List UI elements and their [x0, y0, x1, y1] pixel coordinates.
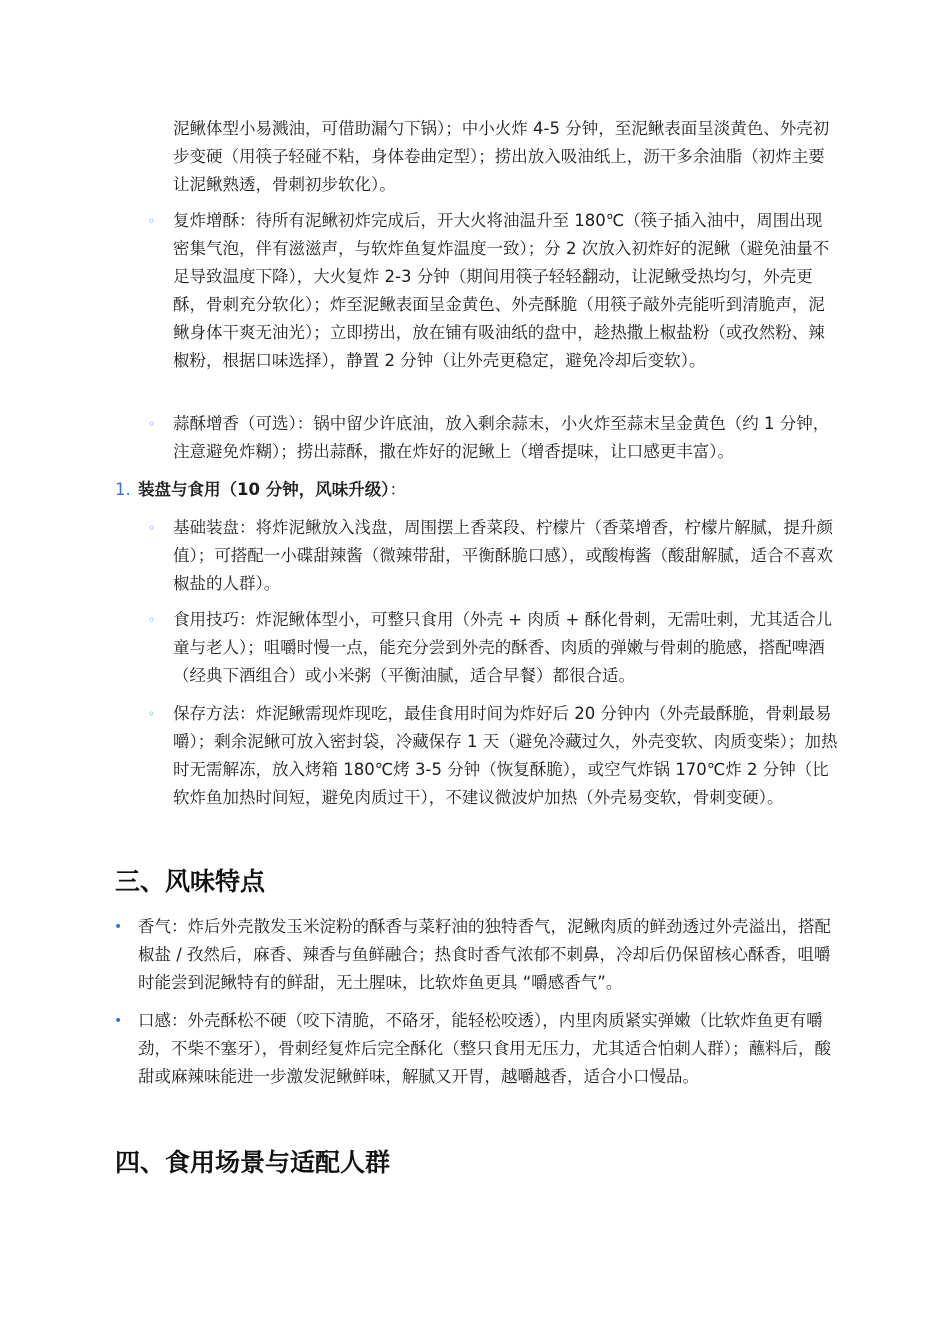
list-item-garlic: 蒜酥增香（可选）：锅中留少许底油，放入剩余蒜末，小火炸至蒜末呈金黄色（约 1 分钟，注意避免炸糊）；捞出蒜酥，撒在炸好的泥鳅上（增香提味，让口感更丰富）。: [173, 414, 830, 461]
step-title: 装盘与食用（10 分钟，风味升级）: [138, 480, 390, 499]
list-item-aroma: 香气：炸后外壳散发玉米淀粉的酥香与菜籽油的独特香气，泥鳅肉质的鲜劲透过外壳溢出，搭配椒盐 / 孜然后，麻香、辣香与鱼鲜融合；热食时香气浓郁不刺鼻，冷却后仍保留核心酥香，咀嚼时能尝到泥鳅特有的鲜甜，无土腥味，比软炸鱼更具 “嚼感香气”。: [138, 917, 831, 992]
list-item-plating: 基础装盘：将炸泥鳅放入浅盘，周围摆上香菜段、柠檬片（香菜增香，柠檬片解腻，提升颜值）；可搭配一小碟甜辣酱（微辣带甜，平衡酥脆口感），或酸梅酱（酸甜解腻，适合不喜欢椒盐的人群）。: [173, 518, 833, 593]
step-heading: [138, 476, 838, 504]
list-item-texture: 口感：外壳酥松不硬（咬下清脆，不硌牙，能轻松咬透），内里肉质紧实弹嫩（比软炸鱼更有嚼劲，不柴不塞牙），骨刺经复炸后完全酥化（整只食用无压力，尤其适合怕刺人群）；蘸料后，酸甜或麻辣味能进一步激发泥鳅鲜味，解腻又开胃，越嚼越香，适合小口慢品。: [138, 1011, 831, 1086]
list-item-eating-tips: 食用技巧：炸泥鳅体型小，可整只食用（外壳 + 肉质 + 酥化骨刺，无需吐刺，尤其适合儿童与老人）；咀嚼时慢一点，能充分尝到外壳的酥香、肉质的弹嫩与骨刺的脆感，搭配啤酒（经典下酒组合）或小米粥（平衡油腻，适合早餐）都很合适。: [173, 610, 833, 685]
dot-bullet-icon: •: [114, 1013, 123, 1029]
dot-bullet-icon: •: [114, 919, 123, 935]
list-item-refry: 复炸增酥：待所有泥鳅初炸完成后，开大火将油温升至 180℃（筷子插入油中，周围出现密集气泡，伴有滋滋声，与软炸鱼复炸温度一致）；分 2 次放入初炸好的泥鳅（避免油量不足导致温度下降），大火复炸 2-3 分钟（期间用筷子轻轻翻动，让泥鳅受热均匀，外壳更酥，骨刺充分软化）；炸至泥鳅表面呈金黄色、外壳酥脆（用筷子敲外壳能听到清脆声，泥鳅身体干爽无油光）；立即捞出，放在铺有吸油纸的盘中，趁热撒上椒盐粉（或孜然粉、辣椒粉，根据口味选择），静置 2 分钟（让外壳更稳定，避免冷却后变软）。: [173, 211, 830, 370]
circle-bullet-icon: ◦: [148, 707, 156, 721]
circle-bullet-icon: ◦: [148, 417, 156, 431]
circle-bullet-icon: ◦: [148, 521, 156, 535]
section-heading-flavor: 三、风味特点: [115, 867, 266, 896]
circle-bullet-icon: ◦: [148, 214, 156, 228]
list-item-storage: 保存方法：炸泥鳅需现炸现吃，最佳食用时间为炸好后 20 分钟内（外壳最酥脆，骨刺最易嚼）；剩余泥鳅可放入密封袋，冷藏保存 1 天（避免冷藏过久，外壳变软、肉质变柴）；加热时无需解冻，放入烤箱 180℃烤 3-5 分钟（恢复酥脆），或空气炸锅 170℃炸 2 分钟（比软炸鱼加热时间短，避免肉质过干），不建议微波炉加热（外壳易变软，骨刺变硬）。: [173, 704, 838, 807]
step-colon: ：: [389, 480, 406, 499]
step-number: 1.: [115, 480, 131, 499]
section-heading-scenarios: 四、食用场景与适配人群: [115, 1148, 391, 1177]
paragraph-continued: 泥鳅体型小易溅油，可借助漏勺下锅）；中小火炸 4-5 分钟，至泥鳅表面呈淡黄色、外壳初步变硬（用筷子轻碰不粘，身体卷曲定型）；捞出放入吸油纸上，沥干多余油脂（初炸主要让泥鳅熟透，骨刺初步软化）。: [173, 119, 830, 194]
circle-bullet-icon: ◦: [148, 613, 156, 627]
